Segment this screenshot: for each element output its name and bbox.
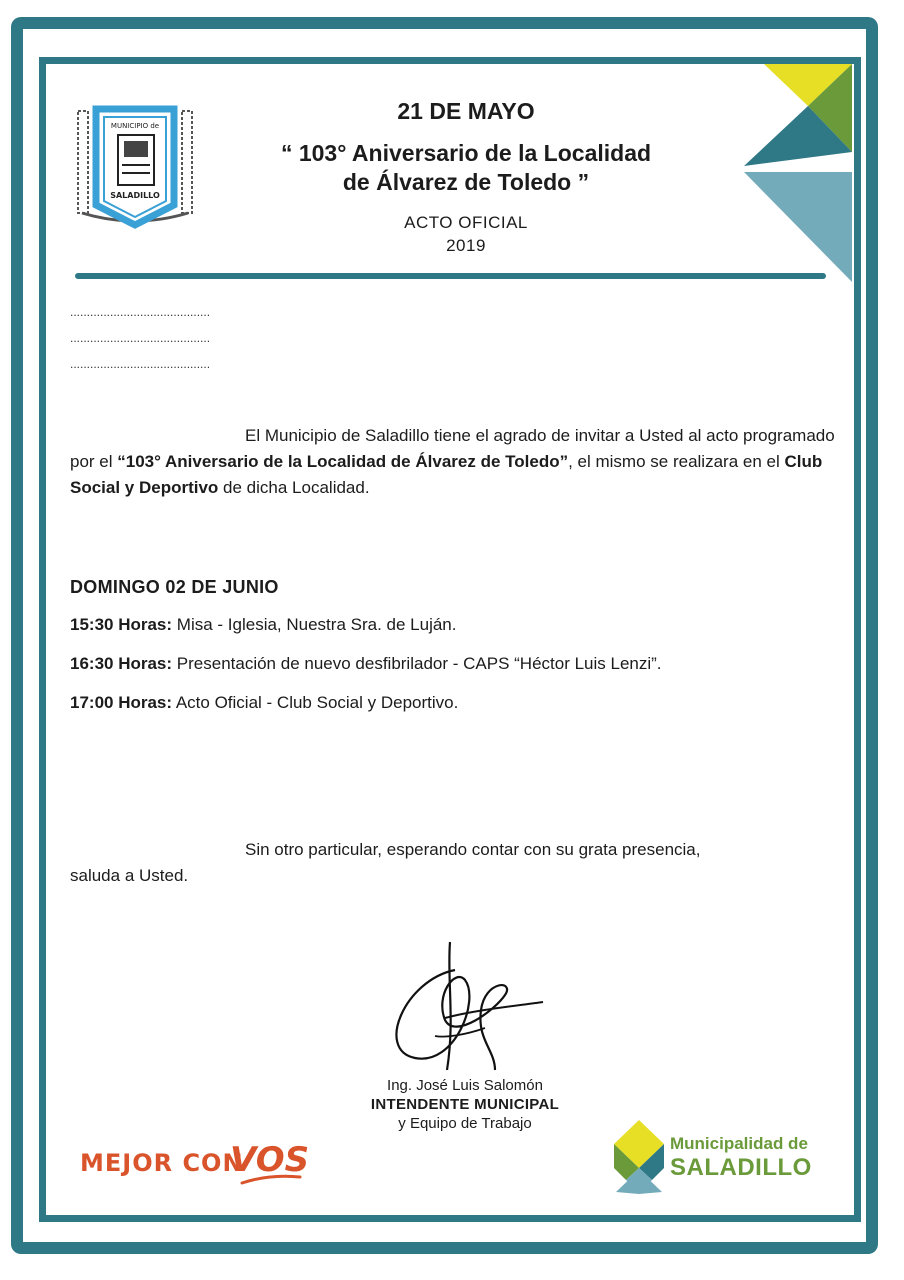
program-item-activity: Presentación de nuevo desfibrilador - CAPS “Héctor Luis Lenzi”. [172,654,662,673]
program-item [70,692,850,714]
event-year: 2019 [446,236,486,255]
municipality-diamond-logo [612,1118,666,1196]
header-date: 21 DE MAYO [397,98,535,124]
event-title [250,139,682,197]
event-title-line-1: “ 103° Aniversario de la Localidad [280,140,652,166]
invitation-paragraph [70,423,838,501]
invitation-intro: El Municipio de Saladillo tiene el agrado de invitar a Usted al acto programado por el [70,426,835,471]
program-item [70,653,850,675]
act-type: ACTO OFICIAL [404,213,528,232]
program-heading: DOMINGO 02 DE JUNIO [70,577,279,597]
invitation-end: de dicha Localidad. [218,478,370,497]
municipality-seal-logo [76,95,194,229]
slogan-part-2: VOS [230,1140,310,1180]
municipality-name-line-2: SALADILLO [670,1154,812,1181]
address-line: .......................................... [70,305,211,319]
handwritten-signature [385,940,555,1080]
program-item-activity: Misa - Iglesia, Nuestra Sra. de Luján. [172,615,457,634]
address-line: .......................................... [70,357,211,371]
program-item-time: 15:30 Horas: [70,615,173,634]
slogan-part-1: MEJOR CON [80,1149,244,1177]
address-line: .......................................... [70,331,211,345]
program-item-time: 16:30 Horas: [70,654,173,673]
corner-triangles-decoration [740,62,854,284]
header-divider [75,273,826,279]
mejor-con-vos-slogan-logo [80,1133,310,1191]
municipality-name-line-1: Municipalidad de [670,1134,808,1153]
seal-top-text: MUNICIPIO de [110,122,160,130]
signer-name: Ing. José Luis Salomón [387,1077,543,1094]
recipient-address-lines [70,299,210,377]
invitation-middle: , el mismo se realizara en el [568,452,785,471]
closing-paragraph [70,837,838,889]
invitation-venue: Club Social y Deportivo [70,452,823,497]
closing-line-2: saluda a Usted. [70,866,189,885]
signer-team: y Equipo de Trabajo [398,1115,532,1132]
signer-title: INTENDENTE MUNICIPAL [370,1096,560,1113]
program-item [70,614,850,636]
invitation-event-name: “103° Aniversario de la Localidad de Álvarez de Toledo” [117,452,569,471]
document-header [250,98,682,257]
program-item-time: 17:00 Horas: [70,693,173,712]
seal-bottom-text: SALADILLO [110,191,160,200]
event-program [70,577,850,731]
signer-block [300,1076,630,1133]
closing-line-1: Sin otro particular, esperando contar con su grata presencia, [245,840,701,859]
event-title-line-2: de Álvarez de Toledo ” [342,169,590,195]
program-item-activity: Acto Oficial - Club Social y Deportivo. [172,693,459,712]
